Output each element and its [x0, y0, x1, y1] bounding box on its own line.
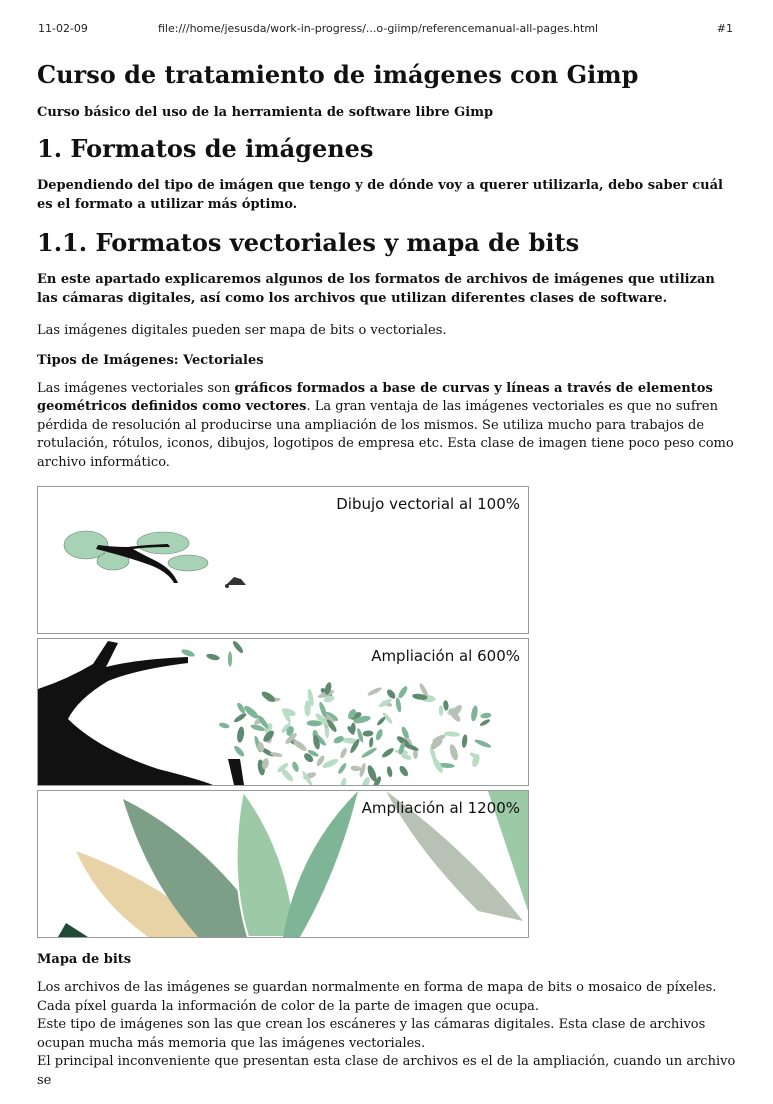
leaf-shape [376, 716, 387, 727]
leaf-shape [361, 776, 372, 785]
subheading-mapa-de-bits: Mapa de bits [37, 952, 132, 967]
bitmap-paragraphs [37, 979, 737, 1090]
leaf-shape [398, 764, 410, 777]
leaf-shape [228, 651, 232, 666]
section-lead-formatos: Dependiendo del tipo de imágen que tengo y de dónde voy a querer utilizarla, debo saber cuál es el formato a utilizar más óptimo. [37, 178, 723, 212]
print-url: file:///home/jesusda/work-in-progress/...o-giimp/referencemanual-all-pages.html [158, 22, 599, 35]
leaf-shape [395, 697, 402, 713]
document-title: Curso de tratamiento de imágenes con Gimp [37, 60, 639, 89]
vector-text-bold: gráficos formados a base de curvas y líneas a través de elementos geométricos definidos como vectores [37, 380, 713, 414]
leaf-shape [206, 653, 221, 662]
print-header [38, 22, 733, 38]
intro-paragraph: Las imágenes digitales pueden ser mapa de bits o vectoriales. [37, 323, 447, 338]
vector-paragraph [37, 380, 737, 473]
leaf-shape [332, 734, 345, 745]
leaf-shape [337, 762, 348, 775]
leaf-shape [231, 640, 244, 655]
leaf-shape [270, 751, 283, 757]
leaf-shape [236, 726, 245, 743]
leaf-shape [385, 688, 397, 700]
leaf-shape [362, 730, 373, 737]
figure-vector-100 [37, 486, 529, 634]
leaf-shape [443, 700, 449, 711]
leaf-shape [470, 705, 479, 722]
figure-vector-600 [37, 638, 529, 786]
leaf-shape [369, 737, 374, 748]
leaf-shape [439, 705, 444, 716]
leaf-shape [400, 753, 412, 761]
figure-caption-1200: Ampliación al 1200% [361, 799, 520, 817]
subheading-vectoriales: Tipos de Imágenes: Vectoriales [37, 352, 264, 368]
vector-text-b: . La gran ventaja de las imágenes vectoriales es que no sufren pérdida de resolución al producirse una ampliación de los mismos. Se utiliza mucho para trabajos de rotulación, rótulos, iconos, dibujos, logotipos de empresa etc. Esta clase de imagen tiene poco peso como archivo informático. [37, 399, 734, 470]
document-body [37, 58, 737, 1090]
leaf-shape [479, 718, 491, 727]
leaf-shape [180, 648, 195, 658]
section-heading-vectoriales: 1.1. Formatos vectoriales y mapa de bits [37, 228, 580, 257]
leaf-shape [233, 712, 248, 724]
figure-caption-100: Dibujo vectorial al 100% [336, 495, 520, 513]
leaf-shape [480, 712, 492, 719]
leaf-shape [448, 743, 459, 761]
leaf-shape [444, 731, 460, 737]
leaf-shape [292, 738, 309, 752]
print-date: 11-02-09 [38, 22, 88, 35]
vector-zoom-figures [37, 486, 737, 938]
bitmap-paragraph-2: Este tipo de imágenes son las que crean los escáneres y las cámaras digitales. Esta clase de archivos ocupan mucha más memoria que las imágenes vectoriales. [37, 1017, 706, 1051]
section-lead-vectoriales: En este apartado explicaremos algunos de los formatos de archivos de imágenes que utilizan las cámaras digitales, así como los archivos que utilizan diferentes clases de software. [37, 272, 715, 306]
leaf-shape [461, 734, 468, 748]
leaf-shape [350, 765, 361, 771]
vector-text-a: Las imágenes vectoriales son [37, 380, 235, 396]
leaf-shape [360, 746, 377, 759]
document-subtitle: Curso básico del uso de la herramienta de software libre Gimp [37, 105, 494, 120]
leaf-shape [474, 738, 492, 749]
leaf-shape [340, 777, 347, 785]
leaf-shape [351, 723, 356, 734]
leaf-shape [397, 685, 409, 700]
leaf-shape [339, 747, 348, 759]
leaf-shape [218, 722, 230, 730]
leaf-shape [381, 747, 395, 759]
section-heading-formatos: 1. Formatos de imágenes [37, 134, 374, 163]
leaf-shape [386, 766, 393, 778]
leaf-shape [375, 728, 384, 741]
leaf-shape [233, 744, 246, 758]
leaf-shape [242, 704, 260, 721]
bitmap-paragraph-1: Los archivos de las imágenes se guardan normalmente en forma de mapa de bits o mosaico de píxeles. Cada píxel guarda la información de color de la parte de imagen que ocupa. [37, 980, 717, 1014]
bitmap-paragraph-3: El principal inconveniente que presentan esta clase de archivos es el de la ampliación, cuando un archivo se [37, 1054, 736, 1088]
leaf-shape [304, 700, 310, 716]
leaf-shape [367, 686, 383, 697]
figure-vector-1200 [37, 790, 529, 938]
print-page-number: #1 [716, 22, 733, 35]
leaf-shape [291, 761, 300, 773]
figure-caption-600: Ampliación al 600% [371, 647, 520, 665]
